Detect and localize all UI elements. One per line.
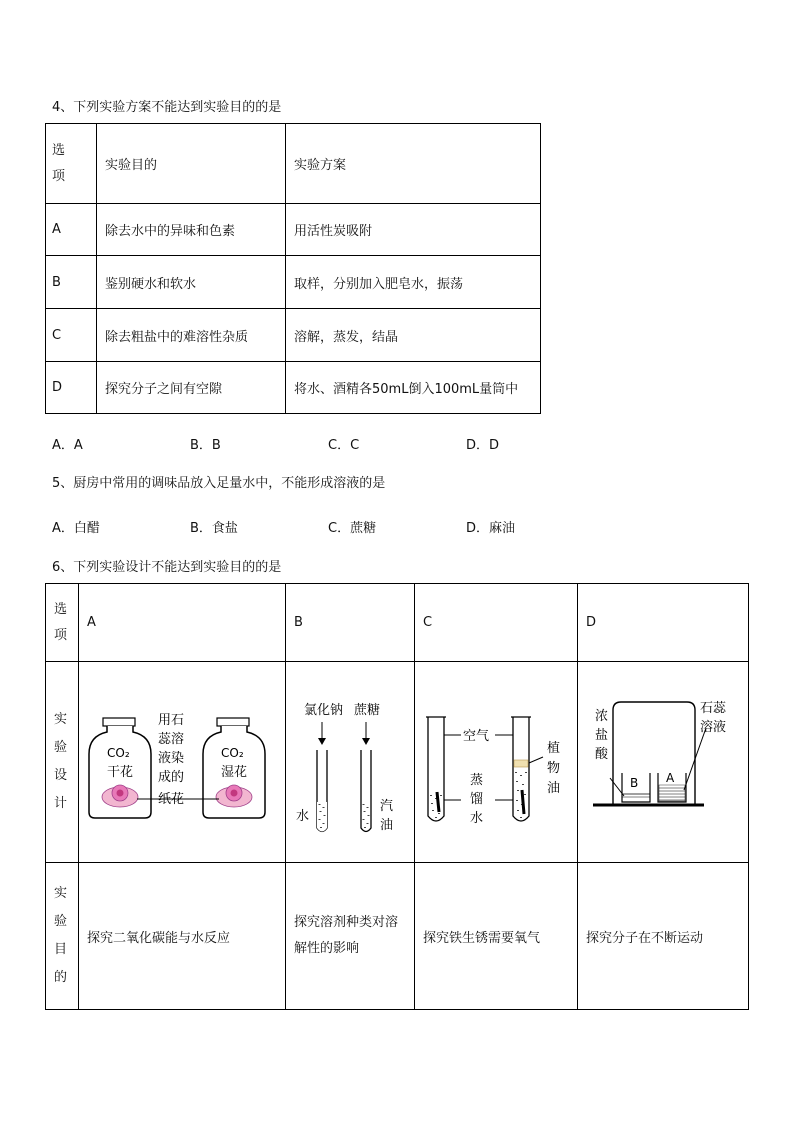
q6-header-a: A [79,584,286,662]
q4-row-b [46,256,541,309]
q4-row-a [46,204,541,256]
nail-right [522,790,524,814]
note-line-1: 用石 [158,713,185,728]
q5-choice-b[interactable]: B．食盐 [190,521,238,536]
q6-header-option-1: 选 [54,601,68,617]
beaker-a-label: A [666,771,675,785]
q4-header-plan: 实验方案 [286,124,541,204]
q4-row-d-goal: 探究分子之间有空隙 [97,362,286,414]
q4-header-option-1: 选 [52,142,66,158]
note-line-2: 蕊溶 [158,732,185,747]
q4-row-c [46,309,541,362]
jar-left-co2: CO₂ [107,746,130,760]
q6-figure-a-cell [79,662,286,863]
q4-row-c-goal: 除去粗盐中的难溶性杂质 [97,309,286,362]
q6-header-c: C [415,584,578,662]
q4-header-goal: 实验目的 [97,124,286,204]
q4-row-a-option: A [46,204,97,256]
q4-table [45,123,541,414]
q6-purpose-c: 探究铁生锈需要氧气 [415,863,578,1010]
tube-left [428,717,444,821]
q4-choice-b[interactable]: B．B [190,438,221,453]
q4-row-d [46,362,541,414]
label-acid-3: 酸 [595,747,609,762]
label-acid-2: 盐 [595,728,609,743]
label-gas-2: 油 [380,818,394,833]
q6-header-option [46,584,79,662]
q6-design-label [46,662,79,863]
q4-row-d-plan: 将水、酒精各50mL倒入100mL量筒中 [286,362,541,414]
label-water-2: 馏 [470,792,484,807]
q4-title: 4、下列实验方案不能达到实验目的的是 [52,100,282,115]
label-water-3: 水 [470,811,484,826]
q5-choice-c[interactable]: C．蔗糖 [328,521,377,536]
label-oil-2: 物 [547,761,561,776]
label-salt: 氯化钠 [304,703,344,718]
label-acid-1: 浓 [595,709,609,724]
q6-purpose-row [46,863,749,1010]
q6-header-row [46,584,749,662]
label-litmus-2: 溶液 [700,720,727,735]
q6-header-d: D [578,584,749,662]
oil-layer [514,760,528,767]
q4-header-option-2: 项 [52,168,66,184]
q6-purpose-d: 探究分子在不断运动 [578,863,749,1010]
q6-design-label-1: 实 [54,712,68,727]
note-line-4: 成的 [158,770,185,785]
nail-left [437,792,439,812]
q6-figure-a [79,662,285,858]
jar-right-co2: CO₂ [221,746,244,760]
arrow-salt-head [318,738,326,745]
q6-design-row [46,662,749,863]
tube-right [513,717,529,821]
q6-purpose-label-3: 目 [54,942,68,957]
q6-purpose-label-4: 的 [54,970,68,985]
q4-row-b-plan: 取样，分别加入肥皂水，振荡 [286,256,541,309]
q4-row-d-option: D [46,362,97,414]
q6-figure-d-cell [578,662,749,863]
q4-row-c-option: C [46,309,97,362]
note-line-5: 纸花 [158,792,185,807]
label-sugar: 蔗糖 [354,703,381,718]
q6-purpose-label-1: 实 [54,886,68,901]
q6-title: 6、下列实验设计不能达到实验目的的是 [52,560,282,575]
q6-design-label-3: 设 [54,768,68,783]
q5-choices [52,517,572,535]
q6-table [45,583,749,1010]
q4-row-a-plan: 用活性炭吸附 [286,204,541,256]
q4-row-b-option: B [46,256,97,309]
q5-title: 5、厨房中常用的调味品放入足量水中，不能形成溶液的是 [52,476,386,491]
beaker-b-label: B [630,776,639,790]
q6-figure-d [578,662,748,858]
label-oil-3: 油 [547,781,561,796]
label-litmus-1: 石蕊 [700,701,727,716]
q4-choice-d[interactable]: D．D [466,438,500,453]
q4-choices [52,434,572,452]
q6-figure-b-cell [286,662,415,863]
arrow-sugar-head [362,738,370,745]
jar-right-label: 湿花 [221,765,248,780]
jar-left-label: 干花 [107,765,134,780]
q5-choice-d[interactable]: D．麻油 [466,521,516,536]
q6-figure-c-cell [415,662,578,863]
q4-choice-a[interactable]: A．A [52,438,83,453]
q6-figure-b [286,662,414,858]
label-gas-1: 汽 [380,799,394,814]
q4-row-c-plan: 溶解，蒸发，结晶 [286,309,541,362]
q6-purpose-label [46,863,79,1010]
label-air: 空气 [463,729,490,744]
q4-header-option [46,124,97,204]
label-water: 水 [296,809,310,824]
q6-purpose-label-2: 验 [54,914,68,929]
q6-figure-c [415,662,577,858]
pointer-oil [529,757,543,763]
label-water-1: 蒸 [470,773,484,788]
note-line-3: 液染 [158,751,185,766]
q6-purpose-b: 探究溶剂种类对溶解性的影响 [286,863,415,1010]
q6-header-option-2: 项 [54,627,68,643]
q5-choice-a[interactable]: A．白醋 [52,521,100,536]
q6-header-b: B [286,584,415,662]
q6-design-label-4: 计 [54,796,68,811]
q6-design-label-2: 验 [54,740,68,755]
q4-choice-c[interactable]: C．C [328,438,360,453]
q6-purpose-a: 探究二氧化碳能与水反应 [79,863,286,1010]
q4-header-row [46,124,541,204]
label-oil-1: 植 [547,741,561,756]
q4-row-b-goal: 鉴别硬水和软水 [97,256,286,309]
q4-row-a-goal: 除去水中的异味和色素 [97,204,286,256]
